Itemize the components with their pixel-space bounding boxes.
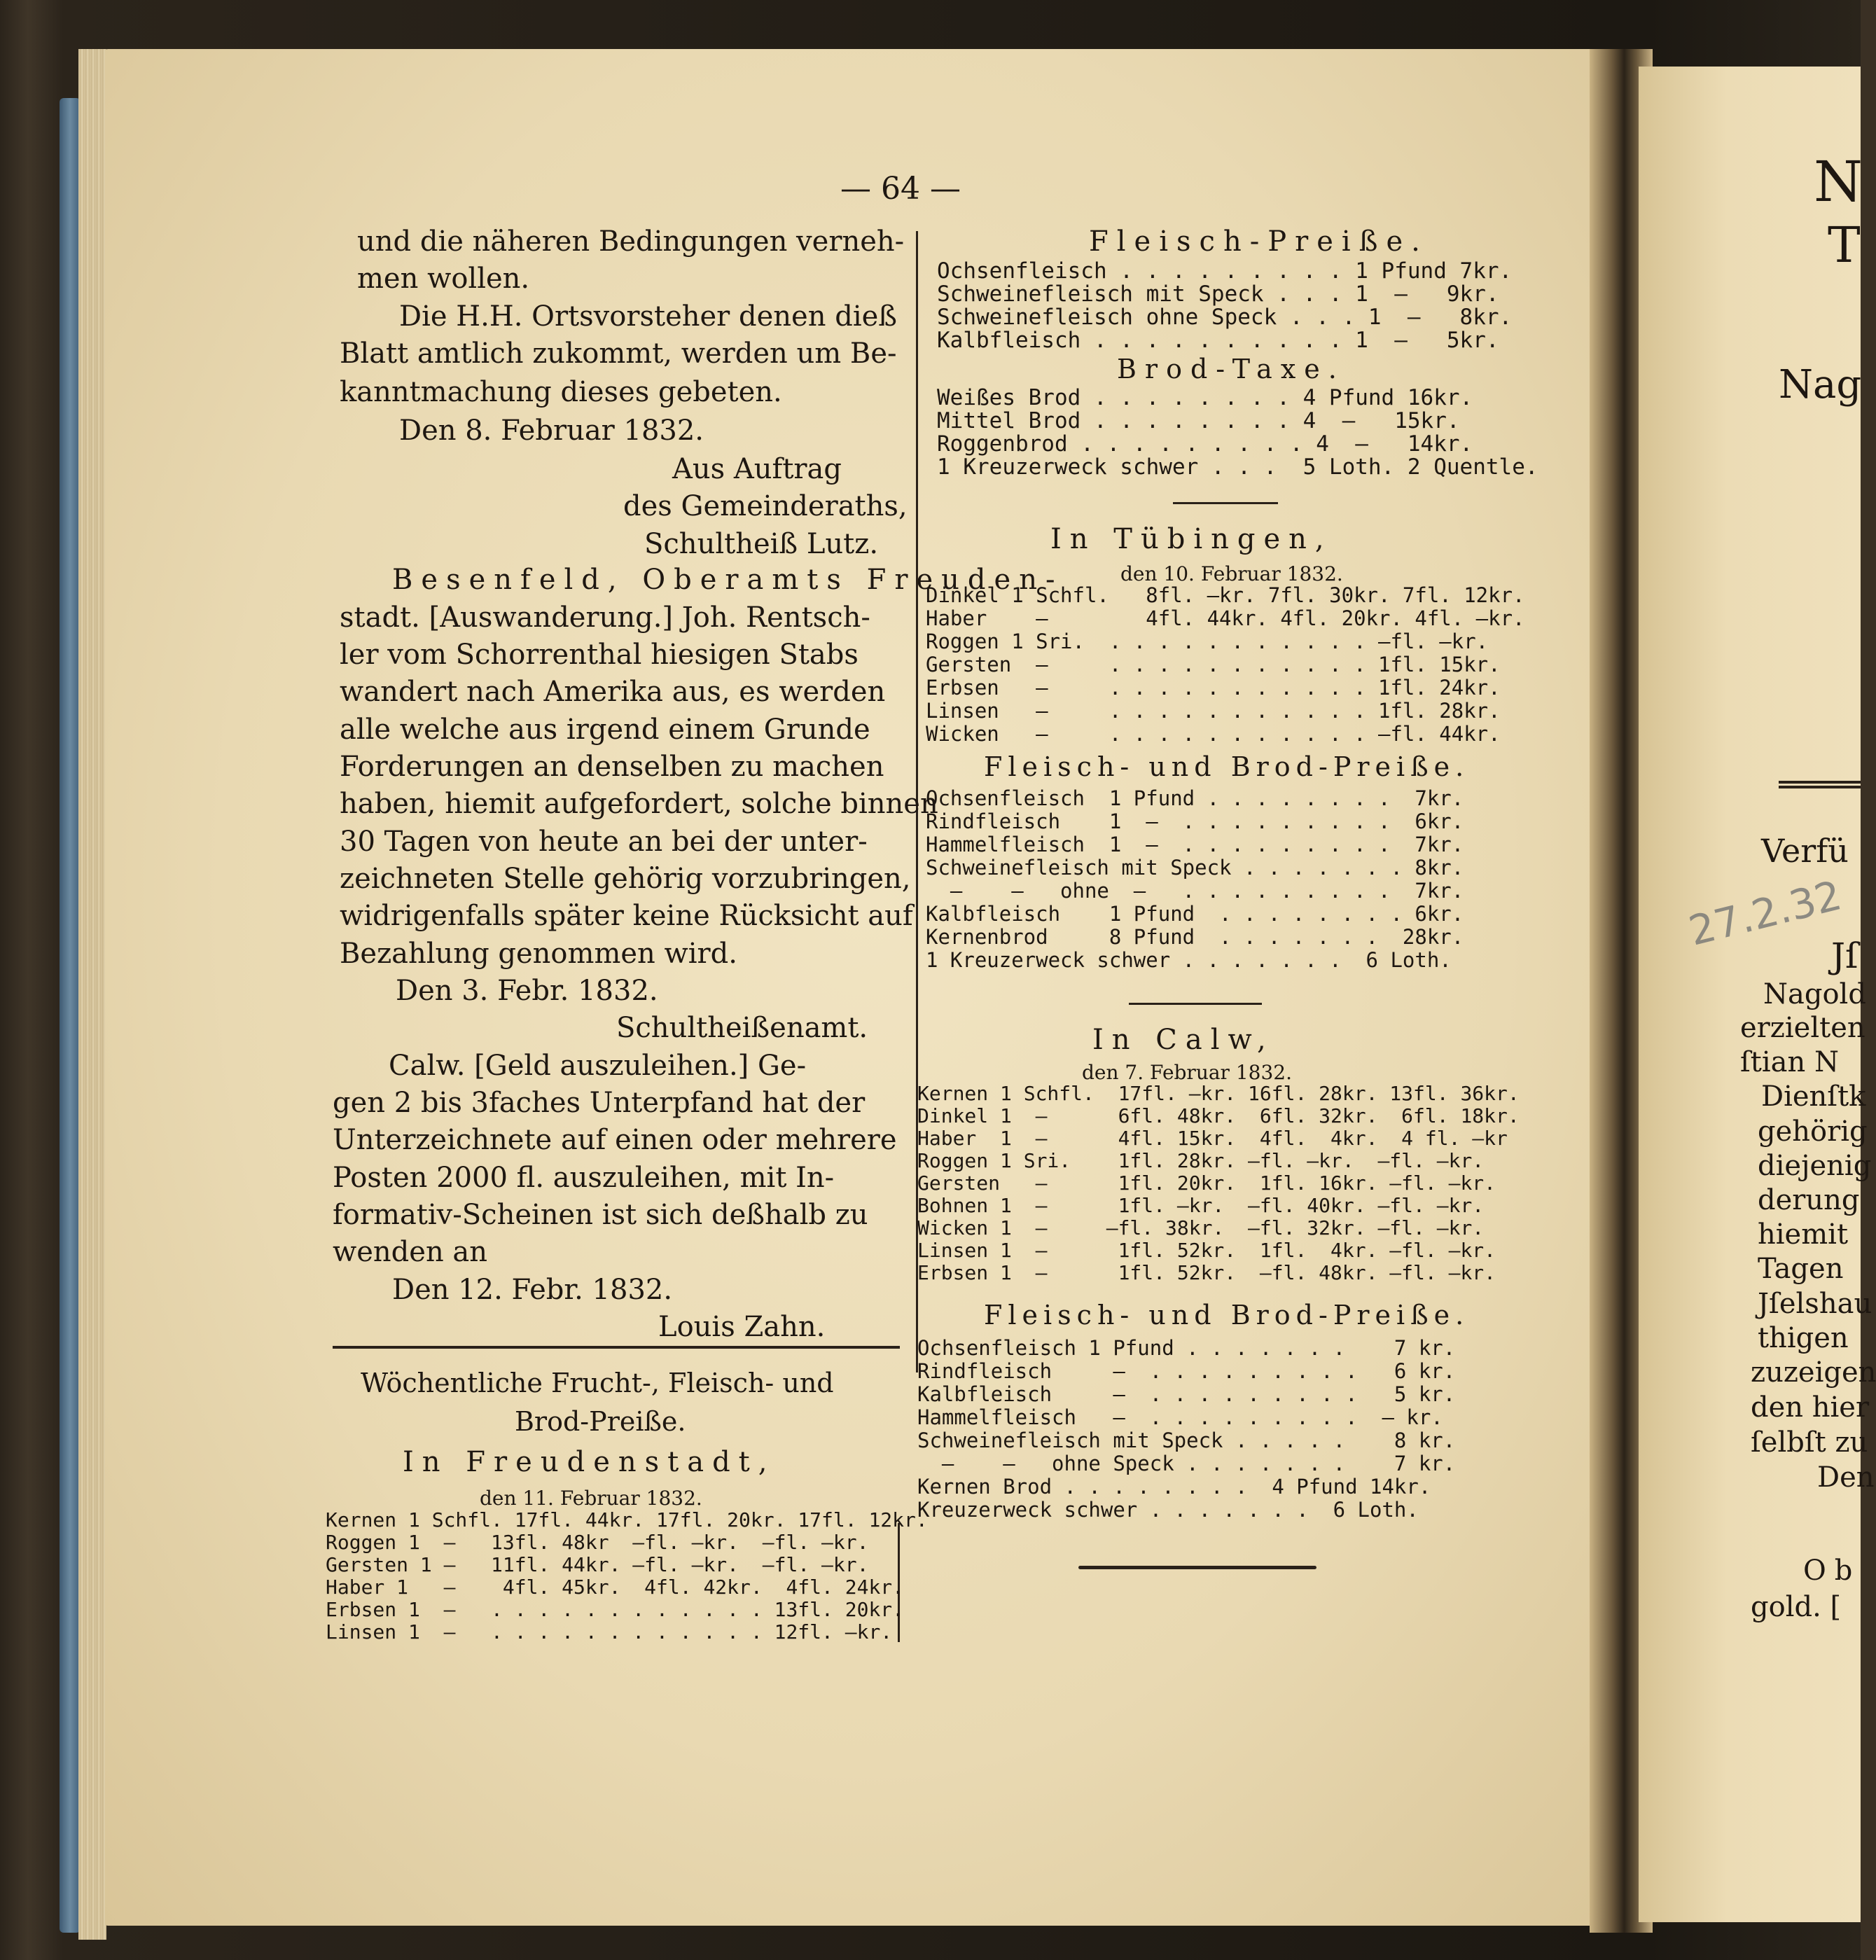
facing-text: Tagen (1758, 1253, 1844, 1285)
text-line: Aus Auftrag (672, 453, 842, 485)
text-line: kanntmachung dieses gebeten. (340, 376, 782, 408)
price-row: Kernen 1 Schfl. 17fl. —kr. 16fl. 28kr. 13fl. 36kr. (917, 1082, 1520, 1105)
price-row: Haber — 4fl. 44kr. 4fl. 20kr. 4fl. —kr. (926, 606, 1525, 630)
price-row: Erbsen 1 — 1fl. 52kr. —fl. 48kr. —fl. —kr. (917, 1261, 1496, 1284)
price-row: Gersten 1 — 11fl. 44kr. —fl. —kr. —fl. —kr. (326, 1553, 869, 1576)
text-line: Unterzeichnete auf einen oder mehrere (333, 1124, 897, 1156)
price-row: Schweinefleisch mit Speck . . . 1 — 9kr. (937, 282, 1499, 307)
date-line: den 10. Februar 1832. (1120, 562, 1343, 585)
price-row: Kernen Brod . . . . . . . . 4 Pfund 14kr. (917, 1475, 1431, 1499)
facing-text: thigen (1758, 1322, 1849, 1354)
section-heading: Fleisch- und Brod-Preiße. (984, 1300, 1470, 1330)
text-line: formativ-Scheinen ist sich deßhalb zu (333, 1199, 868, 1231)
price-row: Linsen — . . . . . . . . . . . 1fl. 28kr. (926, 699, 1501, 723)
price-row: Linsen 1 — 1fl. 52kr. 1fl. 4kr. —fl. —kr. (917, 1239, 1496, 1262)
place-heading: In Tübingen, (1050, 523, 1333, 555)
text-line: Die H.H. Ortsvorsteher denen dieß (399, 300, 897, 333)
prices-heading: Brod-Preiße. (515, 1406, 686, 1437)
facing-text: Ob (1803, 1555, 1861, 1587)
place-heading: In Calw, (1092, 1024, 1274, 1056)
price-row: Wicken — . . . . . . . . . . . —fl. 44kr. (926, 722, 1501, 746)
text-line: Den 12. Febr. 1832. (392, 1274, 673, 1306)
price-row: Hammelfleisch — . . . . . . . . . — kr. (917, 1405, 1443, 1429)
text-line: und die näheren Bedingungen verneh- (357, 225, 905, 258)
text-line: Blatt amtlich zukommt, werden um Be- (340, 338, 897, 370)
book-spine (60, 98, 81, 1933)
text-line: ler vom Schorrenthal hiesigen Stabs (340, 639, 859, 671)
text-line: Calw. [Geld auszuleihen.] Ge- (389, 1050, 807, 1082)
section-heading: Fleisch- und Brod-Preiße. (984, 751, 1470, 782)
text-line: zeichneten Stelle gehörig vorzubringen, (340, 863, 911, 895)
text-line: Posten 2000 fl. auszuleihen, mit In- (333, 1162, 835, 1194)
price-row: — — ohne — . . . . . . . . . 7kr. (926, 879, 1464, 903)
price-row: Gersten — 1fl. 20kr. 1fl. 16kr. —fl. —kr. (917, 1172, 1496, 1195)
price-row: — — ohne Speck . . . . . . . 7 kr. (917, 1452, 1456, 1475)
date-line: den 11. Februar 1832. (480, 1487, 702, 1510)
price-row: Kernenbrod 8 Pfund . . . . . . . 28kr. (926, 925, 1464, 949)
price-row: Mittel Brod . . . . . . . . 4 — 15kr. (937, 408, 1460, 433)
facing-text: T (1828, 216, 1861, 274)
facing-text: Den (1817, 1461, 1875, 1494)
facing-text: zuzeigen (1751, 1356, 1876, 1389)
price-row: Dinkel 1 — 6fl. 48kr. 6fl. 32kr. 6fl. 18kr. (917, 1104, 1520, 1127)
facing-text: Jſelshau (1758, 1288, 1872, 1320)
facing-text: Dienſtk (1761, 1080, 1866, 1113)
facing-text: gehörig (1758, 1115, 1868, 1148)
facing-text: Nag (1779, 362, 1862, 408)
text-line: Forderungen an denselben zu machen (340, 751, 884, 783)
price-row: Ochsenfleisch 1 Pfund . . . . . . . . 7kr. (926, 786, 1464, 810)
facing-text: erzielten (1740, 1012, 1865, 1044)
price-row: Rindfleisch — . . . . . . . . . 6 kr. (917, 1359, 1456, 1383)
handwritten-note: 27.2.32 (1684, 871, 1847, 955)
price-row: Roggen 1 Sri. 1fl. 28kr. —fl. —kr. —fl. —kr. (917, 1149, 1485, 1172)
facing-rule (1779, 781, 1861, 791)
price-row: Haber 1 — 4fl. 15kr. 4fl. 4kr. 4 fl. —kr (917, 1127, 1508, 1150)
facing-text: den hier (1751, 1391, 1870, 1424)
facing-text: N (1814, 149, 1863, 214)
price-row: Erbsen — . . . . . . . . . . . 1fl. 24kr. (926, 676, 1501, 700)
text-line: Bezahlung genommen wird. (340, 938, 737, 970)
price-row: Roggenbrod . . . . . . . . . 4 — 14kr. (937, 431, 1473, 457)
price-row: Kernen 1 Schfl. 17fl. 44kr. 17fl. 20kr. 17fl. 12kr. (326, 1508, 928, 1531)
text-line: Besenfeld, Oberamts Freuden- (392, 564, 1064, 596)
price-row: Bohnen 1 — 1fl. —kr. —fl. 40kr. —fl. —kr. (917, 1194, 1485, 1217)
text-line: wandert nach Amerika aus, es werden (340, 676, 886, 708)
text-line: gen 2 bis 3faches Unterpfand hat der (333, 1087, 866, 1119)
text-line: 30 Tagen von heute an bei der unter- (340, 826, 868, 858)
facing-text: Jſ (1831, 936, 1858, 976)
page-edges (78, 49, 106, 1940)
facing-text: diejenig (1758, 1150, 1872, 1182)
facing-text: ſtian N (1740, 1046, 1839, 1078)
text-line: Schultheißenamt. (616, 1012, 868, 1044)
price-row: Weißes Brod . . . . . . . . 4 Pfund 16kr. (937, 385, 1473, 410)
price-row: Ochsenfleisch 1 Pfund . . . . . . . 7 kr. (917, 1336, 1456, 1360)
price-row: 1 Kreuzerweck schwer . . . . . . . 6 Loth. (926, 948, 1452, 972)
price-row: Schweinefleisch ohne Speck . . . 1 — 8kr. (937, 305, 1513, 330)
section-heading: Fleisch-Preiße. (1089, 225, 1429, 258)
section-rule (1129, 1003, 1262, 1005)
price-row: Schweinefleisch mit Speck . . . . . 8 kr. (917, 1429, 1456, 1452)
text-line: haben, hiemit aufgefordert, solche binnen (340, 788, 938, 820)
price-row: Erbsen 1 — . . . . . . . . . . . . 13fl. 20kr. (326, 1598, 905, 1621)
facing-text: ſelbſt zu (1751, 1426, 1868, 1459)
price-row: Roggen 1 — 13fl. 48kr —fl. —kr. —fl. —kr. (326, 1531, 869, 1554)
price-row: Schweinefleisch mit Speck . . . . . . . 8kr. (926, 856, 1464, 880)
price-row: Rindfleisch 1 — . . . . . . . . . 6kr. (926, 809, 1464, 833)
price-row: Linsen 1 — . . . . . . . . . . . . 12fl. —kr. (326, 1620, 893, 1643)
section-rule (333, 1346, 900, 1349)
price-row: Dinkel 1 Schfl. 8fl. —kr. 7fl. 30kr. 7fl. 12kr. (926, 583, 1525, 607)
text-line: Den 8. Februar 1832. (399, 415, 704, 447)
ornamental-rule (1078, 1566, 1316, 1569)
section-rule (1173, 502, 1278, 504)
price-row: Kalbfleisch 1 Pfund . . . . . . . . 6kr. (926, 902, 1464, 926)
text-line: widrigenfalls später keine Rücksicht auf (340, 900, 913, 932)
price-row: Kalbfleisch . . . . . . . . . . 1 — 5kr. (937, 328, 1499, 353)
text-line: Den 3. Febr. 1832. (396, 975, 658, 1007)
price-row: Roggen 1 Sri. . . . . . . . . . . . —fl. —kr. (926, 630, 1489, 653)
price-row: Kreuzerweck schwer . . . . . . . 6 Loth. (917, 1498, 1419, 1522)
price-row: Gersten — . . . . . . . . . . . 1fl. 15kr. (926, 653, 1501, 676)
price-row: Kalbfleisch — . . . . . . . . . 5 kr. (917, 1382, 1456, 1406)
facing-text: Nagold (1763, 978, 1866, 1010)
facing-text: hiemit (1758, 1218, 1849, 1251)
price-row: Haber 1 — 4fl. 45kr. 4fl. 42kr. 4fl. 24kr. (326, 1576, 905, 1599)
price-row: Hammelfleisch 1 — . . . . . . . . . 7kr. (926, 833, 1464, 856)
place-heading: In Freudenstadt, (403, 1446, 776, 1478)
price-row: Wicken 1 — —fl. 38kr. —fl. 32kr. —fl. —kr. (917, 1216, 1485, 1239)
facing-text: gold. [ (1751, 1591, 1842, 1623)
date-line: den 7. Februar 1832. (1082, 1061, 1292, 1084)
facing-text: derung (1758, 1184, 1860, 1216)
signature: Schultheiß Lutz. (644, 528, 879, 560)
signature: Louis Zahn. (658, 1311, 826, 1343)
facing-text: Verfü (1761, 832, 1849, 870)
text-line: stadt. [Auswanderung.] Joh. Rentsch- (340, 602, 870, 634)
text-line: wenden an (333, 1236, 488, 1268)
text-line: men wollen. (357, 263, 530, 295)
section-heading: Brod-Taxe. (1117, 354, 1345, 384)
prices-heading: Wöchentliche Frucht-, Fleisch- und (361, 1368, 834, 1398)
text-line: alle welche aus irgend einem Grunde (340, 714, 870, 746)
price-row: Ochsenfleisch . . . . . . . . . 1 Pfund 7kr. (937, 258, 1513, 284)
price-row: 1 Kreuzerweck schwer . . . 5 Loth. 2 Quentle. (937, 454, 1538, 480)
page-number: — 64 — (840, 171, 961, 207)
text-line: des Gemeinderaths, (623, 490, 908, 522)
